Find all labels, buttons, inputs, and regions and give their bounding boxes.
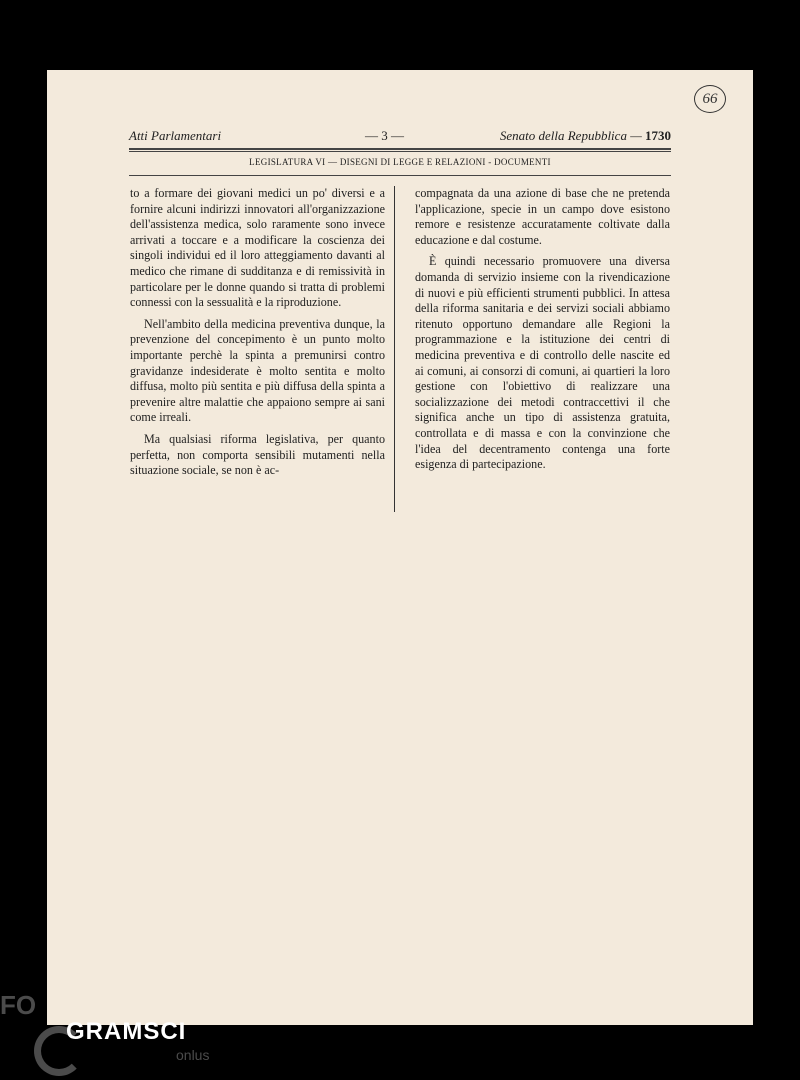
watermark-logo-onlus: onlus [176, 1047, 210, 1063]
paragraph: Nell'ambito della medicina preventiva dunque, la prevenzione del concepimento è un punto molto importante perchè la spinta a premunirsi contro gravidanze indesiderate è molto sentita e molto diffusa, molto più sentita e più diffusa della spinta a prevenire altre malattie che appaiono sempre ai sani come irreali. [130, 316, 385, 425]
right-column [415, 186, 670, 479]
left-column [130, 186, 385, 485]
paragraph: Ma qualsiasi riforma legislativa, per quanto perfetta, non comporta sensibili mutamenti nella situazione sociale, se non è ac- [130, 431, 385, 478]
paragraph: to a formare dei giovani medici un po' diversi e a fornire alcuni indirizzi innovatori all'organizzazione dell'assistenza medica, solo raramente sono invece arrivati a toccare e a modificare la coscienza dei singoli individui ed il loro atteggiamento davanti al medico che rimane di sudditanza e di remissività in particolare per le donne quando si tratta di problemi connessi con la sessualità e la riproduzione. [130, 186, 385, 310]
header-document-number: 1730 [645, 128, 671, 143]
page-header [129, 128, 671, 146]
subheader-rule [129, 175, 671, 176]
paragraph: compagnata da una azione di base che ne pretenda l'applicazione, specie in un campo dove esistono remore e resistenze accuratamente coltivate dalla educazione e dal costume. [415, 186, 670, 247]
header-page-number: — 3 — [365, 128, 404, 143]
column-divider [394, 186, 395, 512]
header-publication: Atti Parlamentari [129, 128, 222, 143]
document-page [47, 70, 753, 1025]
watermark-logo-fo: FO [0, 990, 37, 1020]
header-senate [500, 128, 671, 144]
header-rule-thick [129, 148, 671, 150]
header-senate-label: Senato della Repubblica — [499, 128, 642, 143]
handwritten-page-number: 66 [694, 85, 726, 113]
legislature-subheader: LEGISLATURA VI — DISEGNI DI LEGGE E RELAZIONI - DOCUMENTI [249, 157, 551, 167]
paragraph: È quindi necessario promuovere una diversa domanda di servizio insieme con la rivendicazione di nuovi e più efficienti strumenti pubblici. In attesa della riforma sanitaria e dei servizi sociali abbiamo ritenuto opportuno demandare alle Regioni la programmazione e la istituzione dei centri di medicina preventiva e di controllo delle nascite ed ai comuni, ai consorzi di comuni, ai quartieri la loro gestione con l'obiettivo di realizzare una socializzazione dei metodi contraccettivi il che significa anche un tipo di assistenza gratuita, controllata e di massa e con la convinzione che l'idea del decentramento contenga una forte esigenza di partecipazione. [415, 254, 670, 472]
watermark-logo-gramsci: GRAMSCI [66, 1018, 187, 1045]
header-rule-thin [129, 151, 671, 152]
